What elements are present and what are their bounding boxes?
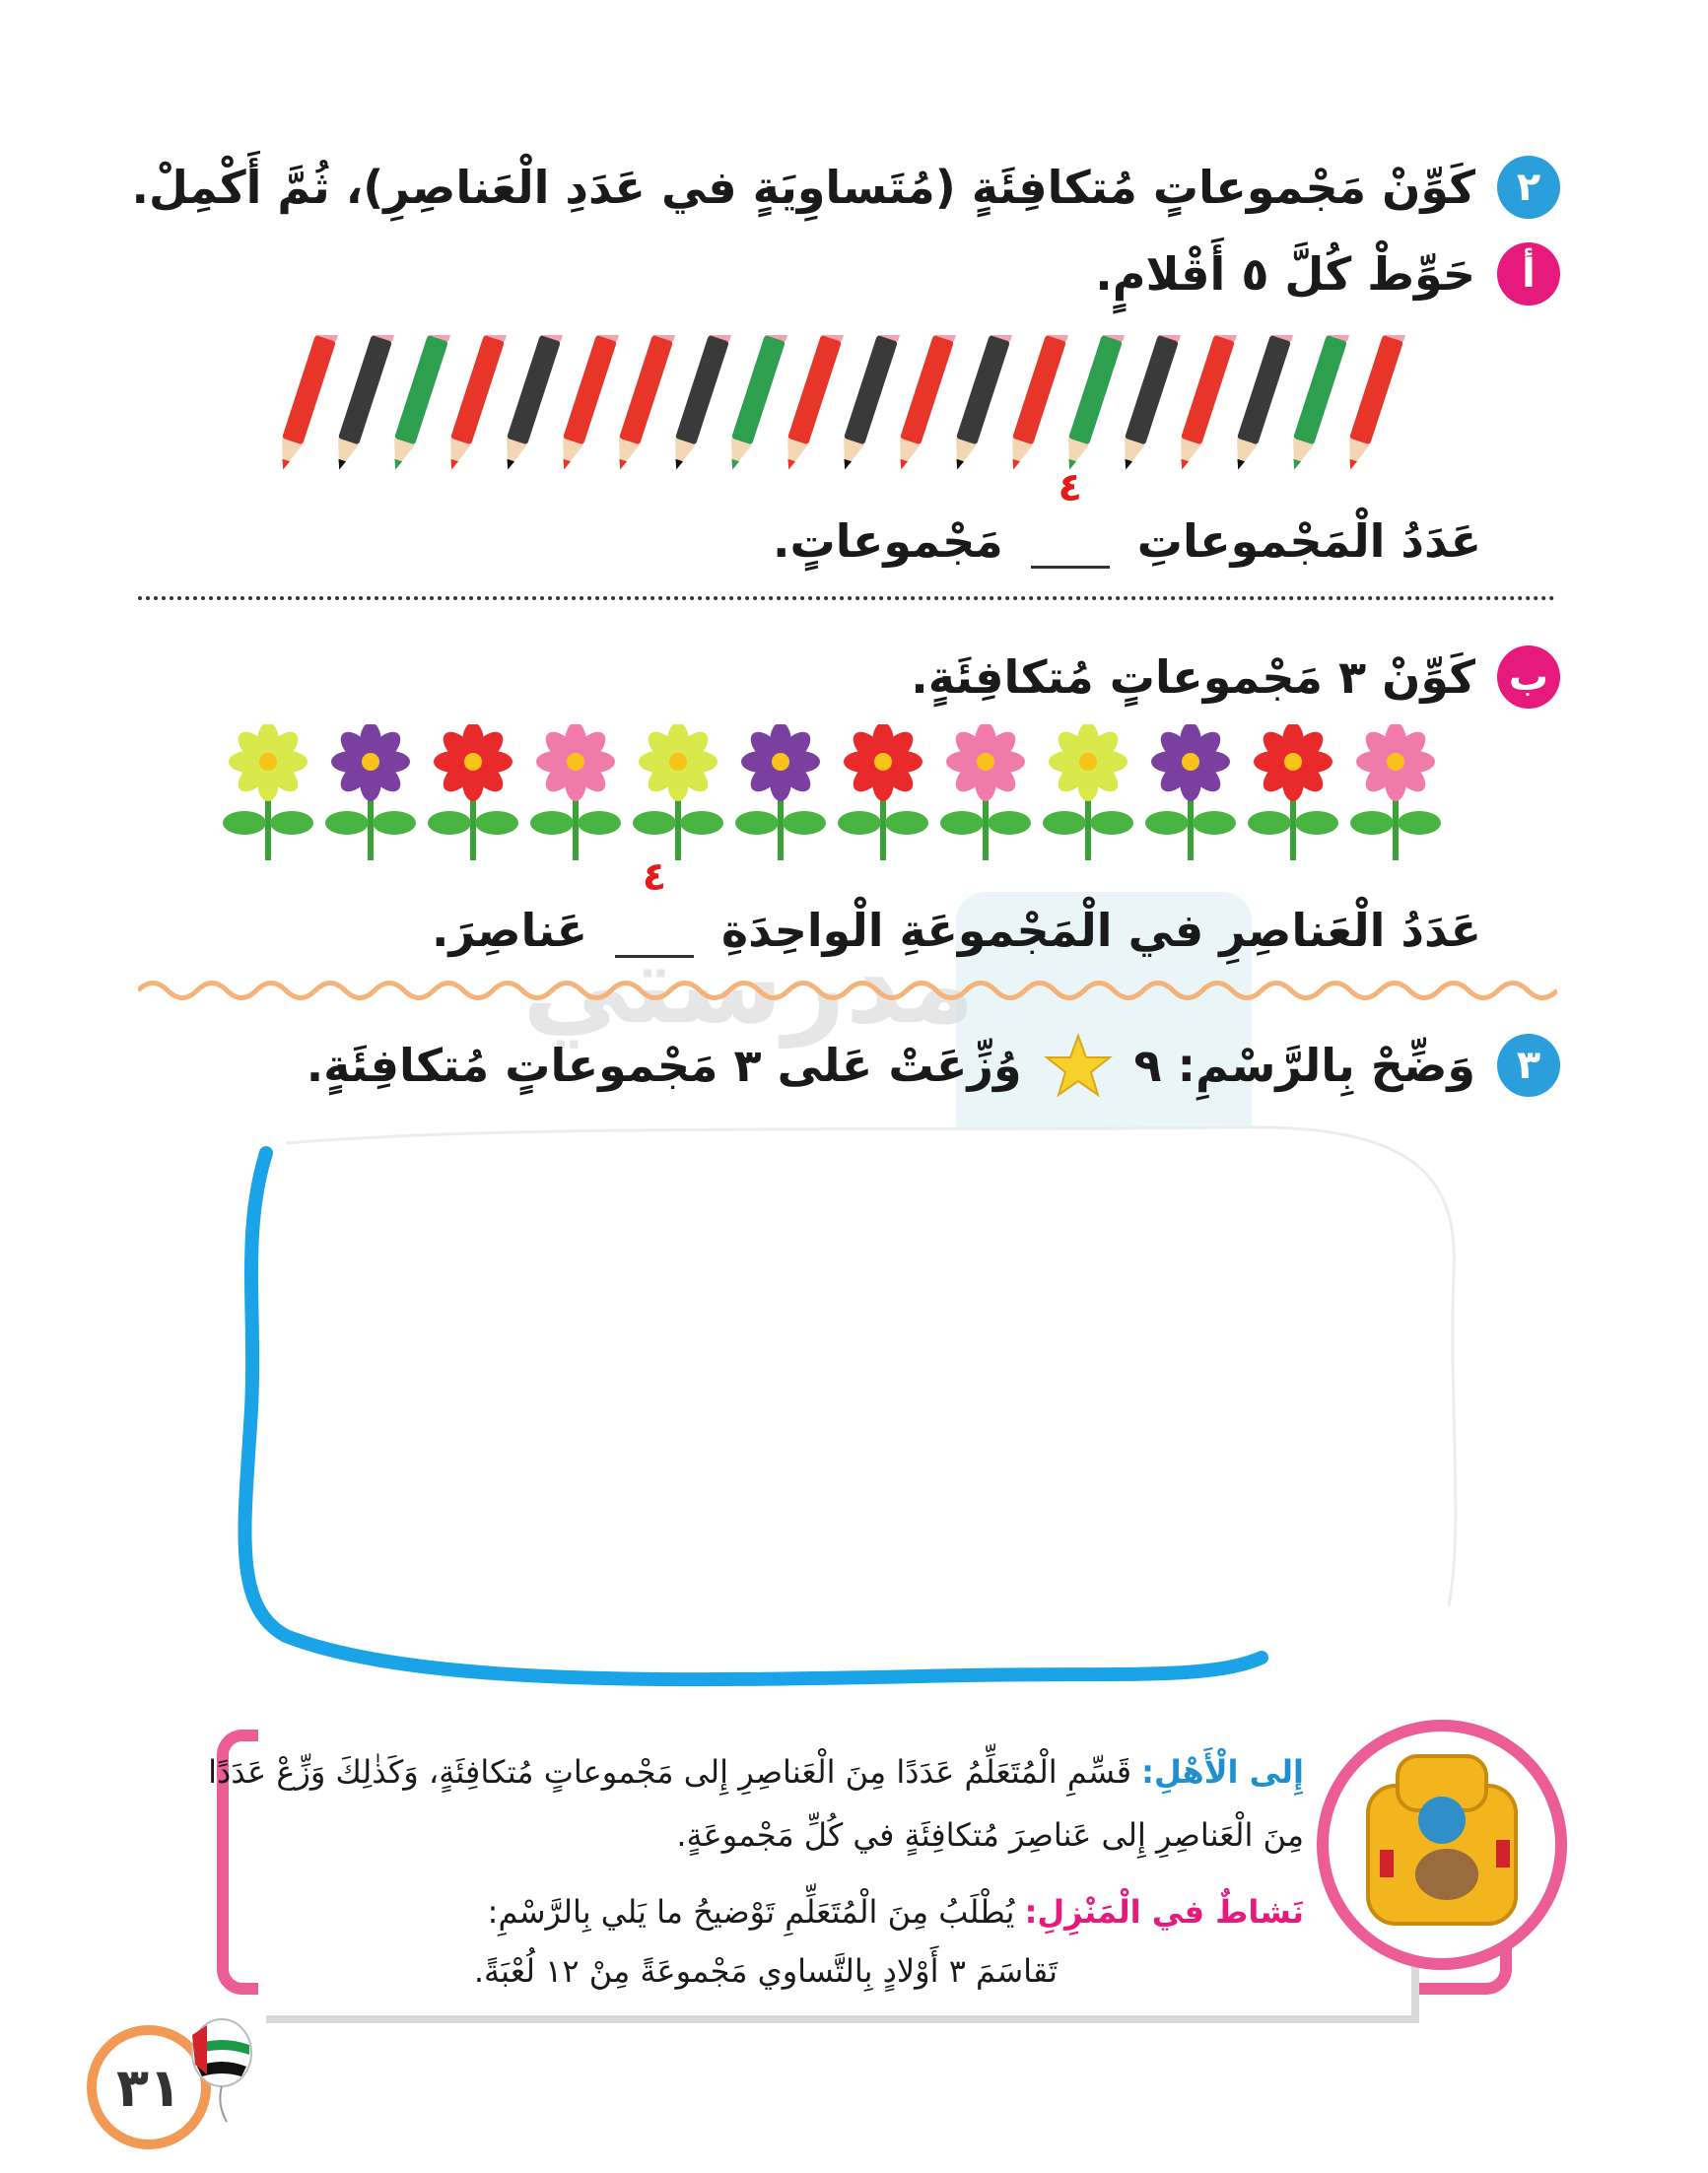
drawing-area[interactable] xyxy=(227,1114,1478,1695)
watermark-logo-text: مدرستي xyxy=(522,921,976,1048)
home-activity-label: نَشاطٌ في الْمَنْزِلِ: xyxy=(1024,1893,1304,1931)
flower xyxy=(1145,724,1236,860)
pencil xyxy=(276,335,339,473)
part-a-instruction: حَوِّطْ كُلَّ ٥ أَقْلامٍ. xyxy=(1095,247,1475,301)
parents-text-2: مِنَ الْعَناصِرِ إِلى عَناصِرَ مُتكافِئَةٍ في كُلِّ مَجْموعَةٍ. xyxy=(676,1816,1304,1854)
pencil xyxy=(947,335,1013,473)
pencil xyxy=(1284,335,1350,473)
section-divider-dotted xyxy=(138,596,1555,600)
part-a-result-suffix: مَجْموعاتٍ. xyxy=(773,513,1003,568)
pencil xyxy=(1172,335,1238,473)
question-2-line xyxy=(131,156,1560,219)
backpack-icon xyxy=(1329,1732,1555,1958)
flower xyxy=(223,724,313,860)
flower xyxy=(633,724,723,860)
home-activity-line-1 xyxy=(488,1882,1304,1941)
flower-row xyxy=(217,724,1469,862)
question-number-badge: ٢ xyxy=(1497,156,1560,219)
star-icon xyxy=(1044,1033,1113,1098)
flower xyxy=(530,724,621,860)
part-b-result xyxy=(431,854,1481,958)
part-a-answer: ٤ xyxy=(1058,465,1082,510)
part-b-instruction: كَوِّنْ ٣ مَجْموعاتٍ مُتكافِئَةٍ. xyxy=(911,650,1475,704)
pencil xyxy=(1228,335,1294,473)
pencil xyxy=(779,335,845,473)
question-3-instruction-part2: وُزِّعَتْ عَلى ٣ مَجْموعاتٍ مُتكافِئَةٍ. xyxy=(306,1039,1022,1092)
part-a-result xyxy=(773,465,1481,569)
part-a-badge: أ xyxy=(1497,242,1560,306)
part-b-badge: ب xyxy=(1497,645,1560,709)
pencil xyxy=(722,335,788,473)
flower xyxy=(1350,724,1441,860)
parents-text-1: قَسِّمِ الْمُتَعَلِّمُ عَدَدًا مِنَ الْعَناصِرِ إِلى مَجْموعاتٍ مُتكافِئَةٍ، وَكَذٰلِكَ وَزِّعْ عَدَدًا xyxy=(208,1753,1131,1791)
section-divider-wavy xyxy=(138,976,1557,1005)
part-a-answer-blank[interactable] xyxy=(1031,465,1110,569)
pencil xyxy=(1003,335,1069,473)
pencil xyxy=(891,335,957,473)
pencil xyxy=(554,335,620,473)
question-3-instruction-part1: وَضِّحْ بِالرَّسْمِ: ٩ xyxy=(1133,1039,1475,1092)
question-3-line xyxy=(307,1033,1560,1098)
part-a-result-prefix: عَدَدُ الْمَجْموعاتِ xyxy=(1136,513,1481,568)
home-activity-line-2 xyxy=(474,1941,1058,2001)
pencil xyxy=(666,335,732,473)
question-3-badge: ٣ xyxy=(1497,1034,1560,1097)
flower xyxy=(1248,724,1338,860)
pencil xyxy=(442,335,508,473)
part-b-answer: ٤ xyxy=(642,854,667,900)
pencil xyxy=(498,335,564,473)
question-2-instruction: كَوِّنْ مَجْموعاتٍ مُتكافِئَةٍ (مُتَساوِيَةٍ في عَدَدِ الْعَناصِرِ)، ثُمَّ أَكْمِلْ. xyxy=(131,161,1475,214)
pencil xyxy=(385,335,451,473)
flower xyxy=(428,724,518,860)
flower xyxy=(940,724,1031,860)
pencil-row xyxy=(276,335,1419,493)
flower xyxy=(1043,724,1133,860)
parents-label: إِلى الْأَهْلِ: xyxy=(1141,1753,1304,1791)
pencil xyxy=(1116,335,1182,473)
parents-note-line-2 xyxy=(676,1805,1304,1865)
parents-note-line-1 xyxy=(208,1742,1304,1801)
part-a-line xyxy=(1095,242,1560,306)
backpack-circle xyxy=(1317,1720,1567,1970)
part-b-result-prefix: عَدَدُ الْعَناصِرِ في الْمَجْموعَةِ الْواحِدَةِ xyxy=(721,903,1481,957)
flower xyxy=(325,724,416,860)
home-activity-text-1: يُطْلَبُ مِنَ الْمُتَعَلِّمِ تَوْضيحُ ما يَلي بِالرَّسْمِ: xyxy=(487,1893,1015,1931)
pencil xyxy=(610,335,676,473)
flower xyxy=(735,724,826,860)
pencil xyxy=(1059,335,1126,473)
flower xyxy=(838,724,928,860)
pencil xyxy=(835,335,901,473)
balloon-icon xyxy=(187,2015,256,2124)
part-b-line xyxy=(911,645,1560,709)
pencil xyxy=(329,335,395,473)
part-b-result-suffix: عَناصِرَ. xyxy=(431,903,587,957)
page-number: ٣١ xyxy=(87,2025,211,2149)
pencil xyxy=(1340,335,1406,473)
home-activity-text-2: تَقاسَمَ ٣ أَوْلادٍ بِالتَّساوي مَجْموعَةً مِنْ ١٢ لُعْبَةً. xyxy=(473,1952,1058,1990)
part-b-answer-blank[interactable] xyxy=(615,854,694,958)
